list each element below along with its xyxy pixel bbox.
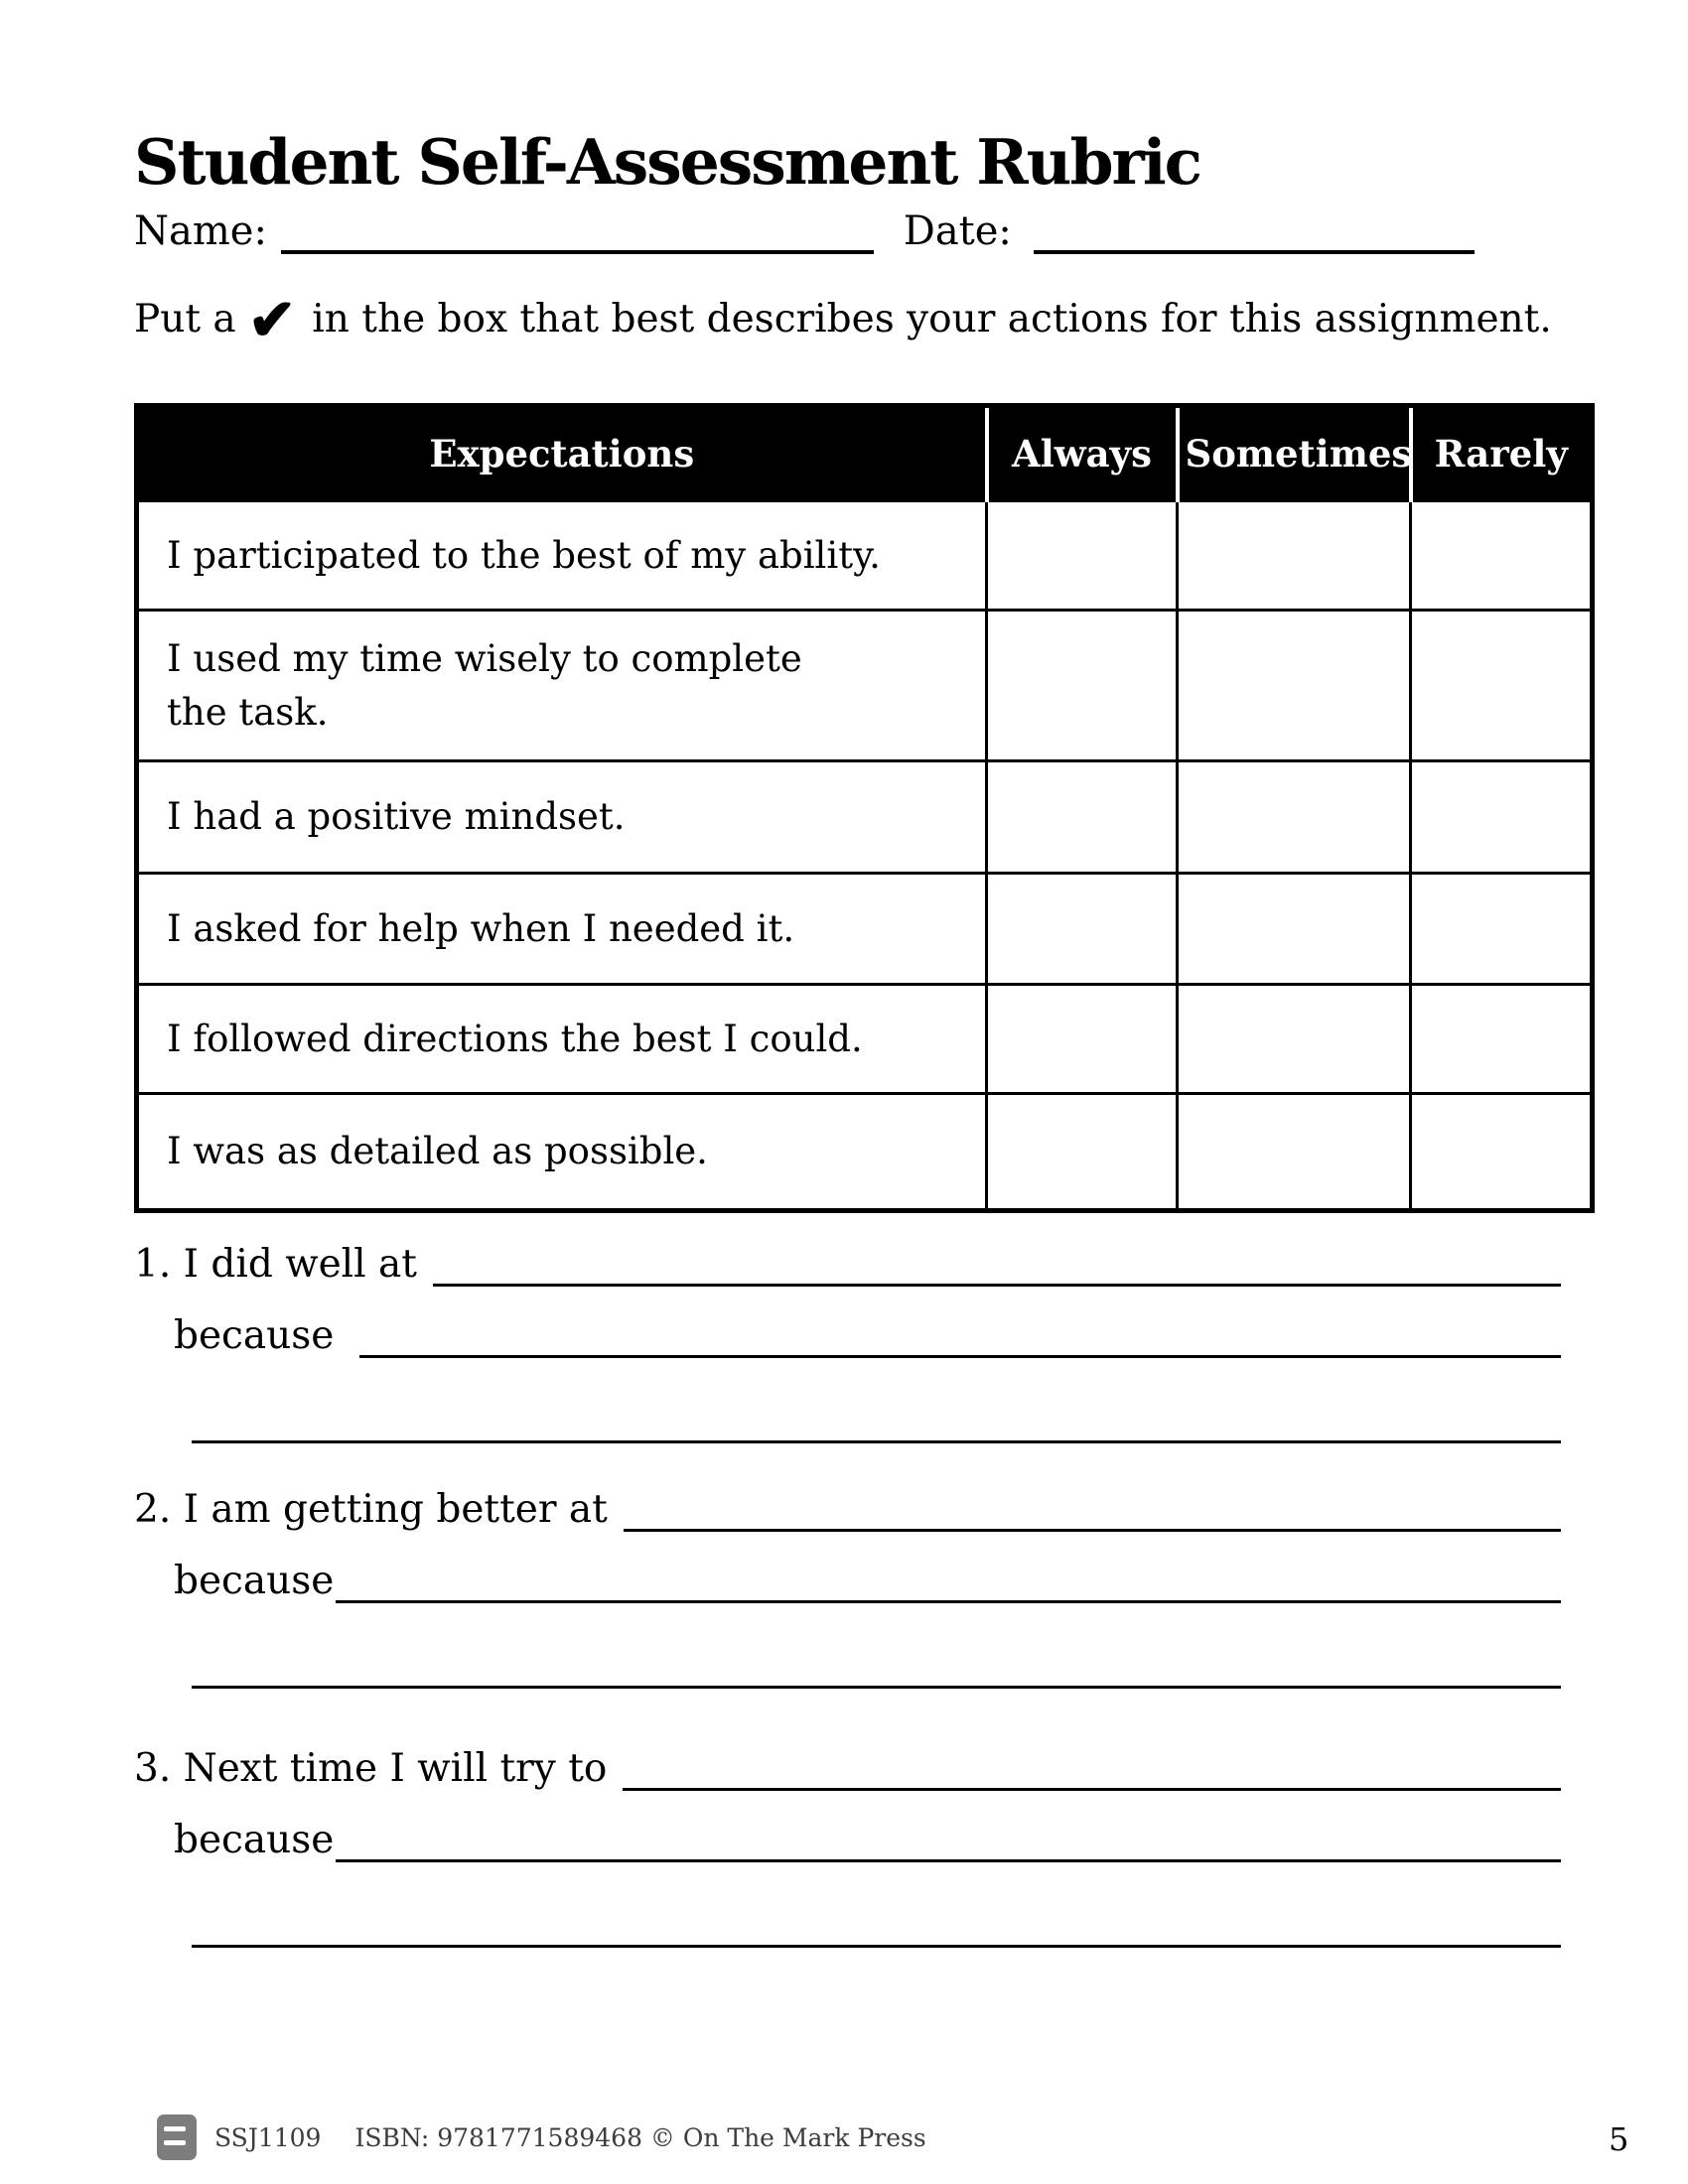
question-label: 1. I did well at [134, 1242, 417, 1287]
footer [157, 2115, 926, 2160]
checkbox-cell-always[interactable] [987, 611, 1178, 761]
expectation-line: I had a positive mindset. [167, 795, 626, 839]
header-rarely: Rarely [1411, 406, 1593, 501]
checkmark-icon: ✔ [247, 286, 297, 353]
checkbox-cell-rarely[interactable] [1411, 874, 1593, 985]
date-input-line[interactable] [1034, 210, 1475, 254]
answer-line-continuation[interactable] [192, 1896, 1561, 1948]
product-code: SSJ1109 [214, 2122, 322, 2152]
question-label: 3. Next time I will try to [134, 1746, 608, 1791]
date-label: Date: [903, 208, 1012, 254]
expectation-line: the task. [167, 690, 329, 734]
expectation-line: I used my time wisely to complete [167, 636, 802, 680]
expectation-line: I followed directions the best I could. [167, 1017, 863, 1060]
page-title: Student Self-Assessment Rubric [134, 125, 1200, 199]
because-row [134, 1811, 1561, 1862]
name-date-row [134, 208, 1475, 254]
expectation-text [137, 761, 987, 874]
table-row [137, 501, 1593, 611]
answer-line[interactable] [433, 1235, 1561, 1287]
publisher-logo-icon [157, 2115, 197, 2160]
isbn-copyright: ISBN: 9781771589468 © On The Mark Press [354, 2122, 926, 2152]
checkbox-cell-sometimes[interactable] [1178, 1094, 1411, 1211]
checkbox-cell-always[interactable] [987, 985, 1178, 1094]
checkbox-cell-sometimes[interactable] [1178, 985, 1411, 1094]
question-3 [134, 1739, 1561, 1948]
expectation-text [137, 985, 987, 1094]
expectation-line: I participated to the best of my ability. [167, 533, 881, 577]
expectation-text [137, 1094, 987, 1211]
answer-line[interactable] [336, 1552, 1561, 1603]
checkbox-cell-always[interactable] [987, 874, 1178, 985]
expectation-text [137, 501, 987, 611]
header-expectations: Expectations [137, 406, 987, 501]
header-sometimes: Sometimes [1178, 406, 1411, 501]
expectation-text [137, 611, 987, 761]
page-number: 5 [1609, 2120, 1629, 2158]
checkbox-cell-sometimes[interactable] [1178, 874, 1411, 985]
because-label: because [174, 1818, 335, 1862]
table-row [137, 611, 1593, 761]
question-prompt-row [134, 1739, 1561, 1791]
footer-text [214, 2123, 926, 2152]
instruction-text [134, 286, 1623, 353]
checkbox-cell-sometimes[interactable] [1178, 761, 1411, 874]
question-prompt-row [134, 1480, 1561, 1532]
checkbox-cell-sometimes[interactable] [1178, 611, 1411, 761]
table-row [137, 1094, 1593, 1211]
expectation-line: I asked for help when I needed it. [167, 906, 795, 950]
checkbox-cell-rarely[interactable] [1411, 501, 1593, 611]
question-2 [134, 1480, 1561, 1689]
because-label: because [174, 1313, 335, 1358]
checkbox-cell-rarely[interactable] [1411, 611, 1593, 761]
expectation-line: I was as detailed as possible. [167, 1130, 708, 1173]
answer-line[interactable] [359, 1306, 1561, 1358]
table-header-row [137, 406, 1593, 501]
answer-line[interactable] [336, 1811, 1561, 1862]
answer-line-continuation[interactable] [192, 1392, 1561, 1443]
checkbox-cell-always[interactable] [987, 761, 1178, 874]
checkbox-cell-sometimes[interactable] [1178, 501, 1411, 611]
because-row [134, 1306, 1561, 1358]
name-label: Name: [134, 208, 267, 254]
checkbox-cell-rarely[interactable] [1411, 761, 1593, 874]
question-1 [134, 1235, 1561, 1443]
checkbox-cell-always[interactable] [987, 501, 1178, 611]
because-row [134, 1552, 1561, 1603]
checkbox-cell-always[interactable] [987, 1094, 1178, 1211]
answer-line[interactable] [624, 1480, 1561, 1532]
instruction-prefix: Put a [134, 297, 236, 341]
question-label: 2. I am getting better at [134, 1487, 608, 1532]
checkbox-cell-rarely[interactable] [1411, 1094, 1593, 1211]
because-label: because [174, 1559, 335, 1603]
question-prompt-row [134, 1235, 1561, 1287]
continuation-row [134, 1637, 1561, 1689]
continuation-row [134, 1896, 1561, 1948]
table-row [137, 761, 1593, 874]
checkbox-cell-rarely[interactable] [1411, 985, 1593, 1094]
instruction-suffix: in the box that best describes your actions for this assignment. [312, 297, 1552, 341]
header-always: Always [987, 406, 1178, 501]
expectations-table [134, 403, 1595, 1213]
name-input-line[interactable] [281, 210, 874, 254]
continuation-row [134, 1392, 1561, 1443]
answer-line[interactable] [623, 1739, 1561, 1791]
table-row [137, 874, 1593, 985]
table-row [137, 985, 1593, 1094]
expectation-text [137, 874, 987, 985]
answer-line-continuation[interactable] [192, 1637, 1561, 1689]
